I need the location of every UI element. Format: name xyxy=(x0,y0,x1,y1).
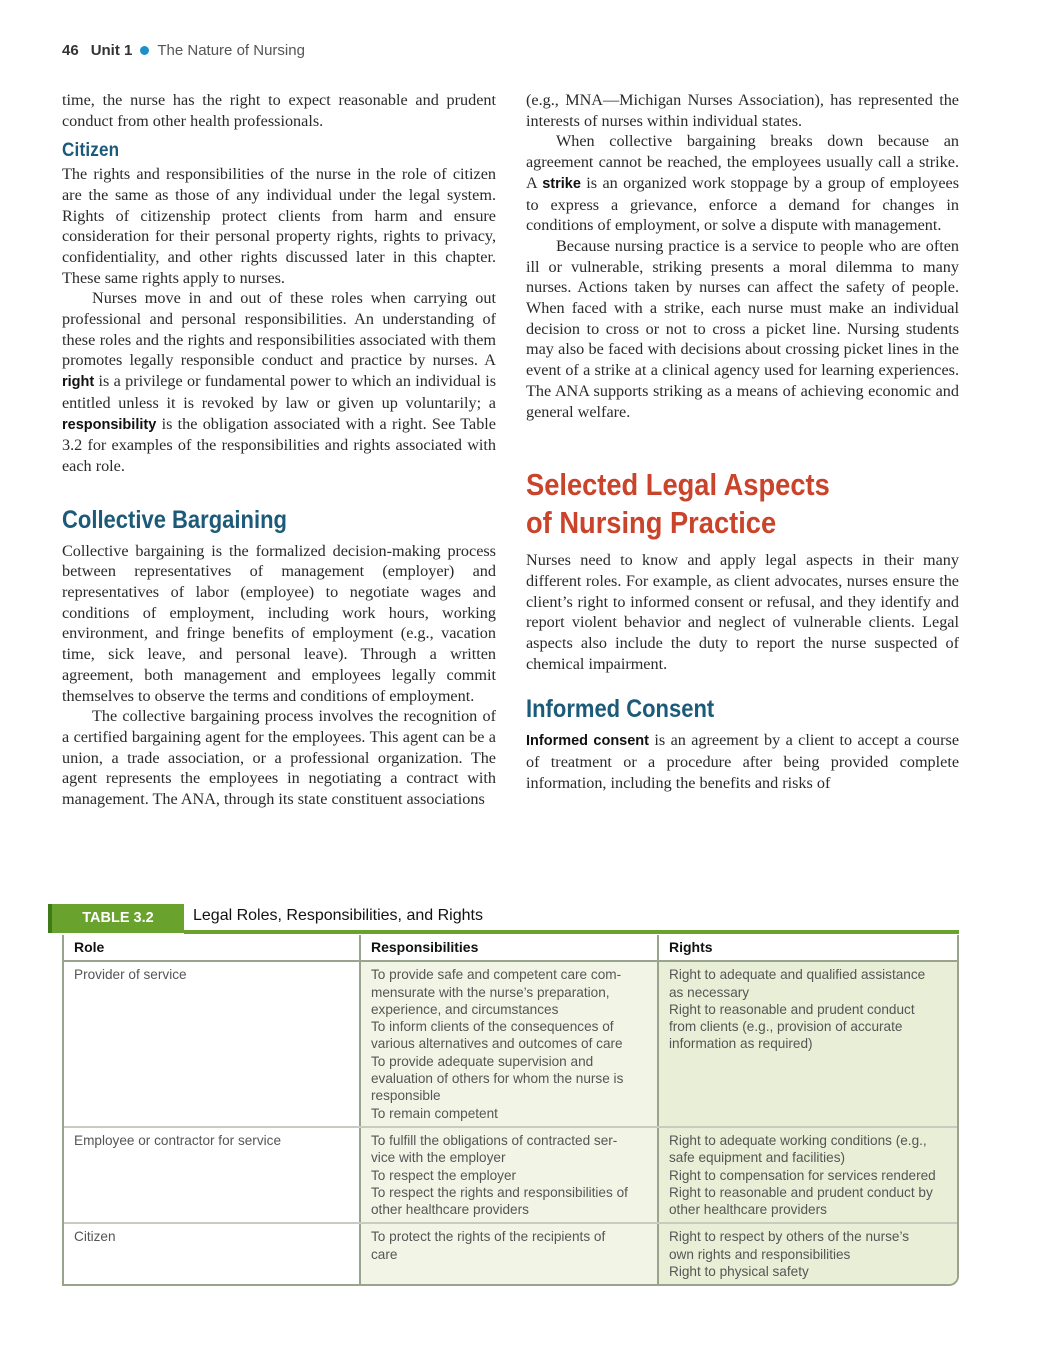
cell-responsibilities xyxy=(361,962,659,1126)
heading-citizen: Citizen xyxy=(62,140,120,162)
cell-line: other healthcare providers xyxy=(371,1202,529,1218)
table-title: Legal Roles, Responsibilities, and Rights xyxy=(193,907,483,924)
cell-rights xyxy=(659,962,957,1126)
cell-line: To provide safe and competent care com- xyxy=(371,967,622,983)
table-row xyxy=(64,962,957,1126)
cell-line: care xyxy=(371,1246,398,1262)
table-3-2 xyxy=(62,904,959,1286)
cell-line: as necessary xyxy=(669,984,750,1000)
cell-line: To respect the rights and responsibilities of xyxy=(371,1184,628,1200)
table-body xyxy=(62,935,959,1286)
cell-line: information as required) xyxy=(669,1036,813,1052)
column-header-role: Role xyxy=(64,935,361,960)
table-row xyxy=(64,1222,957,1284)
cell-line: Right to adequate working conditions (e.g., xyxy=(669,1132,927,1148)
paragraph-roles xyxy=(62,288,496,476)
paragraph-citizen: The rights and responsibilities of the nurse in the role of citizen are the same as those of any individual under the legal system. Rights of citizenship protect clients from harm and ensure consideration for their personal property rights, rights to privacy, confidentiality, and other rights discussed later in this chapter. These same rights apply to nurses. xyxy=(62,165,496,287)
paragraph-mna: (e.g., MNA—Michigan Nurses Association), has represented the interests of nurses within individual states. xyxy=(526,91,959,130)
cell-line: To fulfill the obligations of contracted ser- xyxy=(371,1132,618,1148)
cell-line: Right to physical safety xyxy=(669,1264,809,1280)
text-run: is a privilege or fundamental power to which an individual is entitled unless it is revoked by law or given up voluntarily; a xyxy=(62,372,496,412)
paragraph-collective-2: The collective bargaining process involves the recognition of a certified bargaining agent for the employees. This agent can be a union, a trade association, or a professional organization. The agent represents the employees in negotiating a contract with management. The ANA, through its state constituent associations xyxy=(62,707,496,809)
running-header xyxy=(62,42,305,59)
cell-line: Right to adequate and qualified assistance xyxy=(669,967,926,983)
cell-line: safe equipment and facilities) xyxy=(669,1150,846,1166)
page-number: 46 xyxy=(62,42,79,59)
table-label: TABLE 3.2 xyxy=(48,904,184,933)
heading-collective-bargaining: Collective Bargaining xyxy=(62,505,287,534)
text-run: is an agreement by a client to accept a course of treatment or a procedure after being provided complete information, including the benefits and risks of xyxy=(526,731,959,792)
paragraph-strike xyxy=(526,131,959,236)
cell-line: Right to compensation for services rendered xyxy=(669,1167,936,1183)
column-header-responsibilities: Responsibilities xyxy=(361,935,659,960)
keyword-responsibility: responsibility xyxy=(62,416,157,433)
column-header-rights: Rights xyxy=(659,935,957,960)
table-title-rule xyxy=(184,930,959,934)
cell-line: To remain competent xyxy=(371,1105,498,1121)
left-column xyxy=(62,90,496,810)
cell-line: To respect the employer xyxy=(371,1167,517,1183)
cell-line: from clients (e.g., provision of accurate xyxy=(669,1019,903,1035)
cell-line: Right to reasonable and prudent conduct xyxy=(669,1001,915,1017)
text-run: When collective bargaining breaks down because an agreement cannot be reached, the employees usually call a strike. A xyxy=(526,132,959,192)
chapter-title: The Nature of Nursing xyxy=(157,42,305,59)
cell-line: To provide adequate supervision and xyxy=(371,1053,594,1069)
text-run: Nurses move in and out of these roles when carrying out professional and personal responsibilities. An understanding of these roles and the rights and responsibilities associated with them promotes legally responsible conduct and practice by nurses. A xyxy=(62,289,496,370)
keyword-strike: strike xyxy=(542,175,581,192)
heading-legal-aspects xyxy=(526,466,907,542)
table-header xyxy=(62,904,959,933)
paragraph-collective-1: Collective bargaining is the formalized decision-making process between representatives of management (employer) and representatives of labor (employee) to negotiate wages and conditions of employment, including work hours, working environment, and fringe benefits of employment (e.g., vacation time, sick leave, and personal leave). Through a written agreement, both management and employees legally commit themselves to observe the terms and conditions of employment. xyxy=(62,541,496,705)
cell-role: Employee or contractor for service xyxy=(64,1128,361,1222)
cell-line: To protect the rights of the recipients of xyxy=(371,1229,606,1245)
cell-line: Right to respect by others of the nurse’s xyxy=(669,1229,910,1245)
bullet-dot-icon xyxy=(140,46,149,55)
cell-role: Provider of service xyxy=(64,962,361,1126)
cell-role: Citizen xyxy=(64,1224,361,1284)
cell-line: experience, and circumstances xyxy=(371,1001,559,1017)
keyword-informed-consent: Informed consent xyxy=(526,733,649,750)
cell-responsibilities xyxy=(361,1224,659,1284)
heading-informed-consent: Informed Consent xyxy=(526,695,715,724)
table-header-row xyxy=(64,935,957,962)
unit-label: Unit 1 xyxy=(90,42,133,59)
keyword-right: right xyxy=(62,374,95,391)
cell-line: To inform clients of the consequences of xyxy=(371,1019,614,1035)
cell-rights xyxy=(659,1128,957,1222)
cell-line: other healthcare providers xyxy=(669,1202,827,1218)
cell-line: vice with the employer xyxy=(371,1150,506,1166)
paragraph-legal: Nurses need to know and apply legal aspects in their many different roles. For example, as client advocates, nurses ensure the client’s right to informed consent or refusal, and they identify and report violent behavior and neglect of vulnerable clients. Legal aspects also include the duty to report the nurse suspected of chemical impairment. xyxy=(526,551,959,673)
cell-line: various alternatives and outcomes of care xyxy=(371,1036,623,1052)
cell-line: Right to reasonable and prudent conduct by xyxy=(669,1184,933,1200)
paragraph-informed-consent xyxy=(526,730,959,793)
cell-line: mensurate with the nurse’s preparation, xyxy=(371,984,610,1000)
cell-rights xyxy=(659,1224,957,1284)
paragraph-intro: time, the nurse has the right to expect reasonable and prudent conduct from other health professionals. xyxy=(62,91,496,130)
table-row xyxy=(64,1126,957,1222)
right-column xyxy=(526,90,959,794)
cell-line: responsible xyxy=(371,1088,441,1104)
text-run: is the obligation associated with a right. See Table 3.2 for examples of the responsibilities and rights associated with each role. xyxy=(62,414,496,475)
cell-line: own rights and responsibilities xyxy=(669,1246,851,1262)
paragraph-service: Because nursing practice is a service to people who are often ill or vulnerable, striking presents a moral dilemma to many nurses. Actions taken by nurses can affect the safety of people. When faced with a strike, each nurse must make an individual decision to cross or not to cross a picket line. Nursing students may also be faced with decisions about crossing picket lines in the event of a strike at a clinical agency used for learning experiences. The ANA supports striking as a means of achieving economic and general welfare. xyxy=(526,236,959,421)
text-run: is an organized work stoppage by a group of employees to express a grievance, enforce a demand for changes in conditions of employment, or solve a dispute with management. xyxy=(526,173,959,235)
cell-line: evaluation of others for whom the nurse is xyxy=(371,1071,624,1087)
heading-line-2: of Nursing Practice xyxy=(526,505,777,541)
cell-responsibilities xyxy=(361,1128,659,1222)
heading-line-1: Selected Legal Aspects xyxy=(526,467,830,503)
